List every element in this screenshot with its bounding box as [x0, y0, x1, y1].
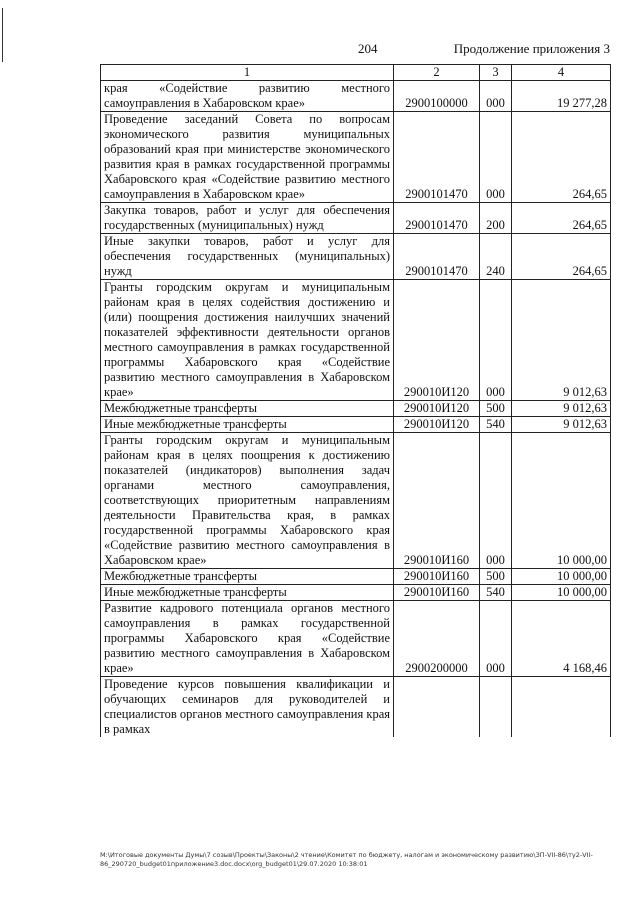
row-target-code: 290010И160 [394, 585, 480, 601]
row-description: Иные межбюджетные трансферты [101, 585, 394, 601]
row-target-code: 2900101470 [394, 234, 480, 280]
table-row [101, 81, 611, 112]
row-description: Проведение заседаний Совета по вопросам экономического развития муниципальных образований края при министерстве экономического развития края в рамках государственной программы Хабаровского края «Содействие развитию местного самоуправления в Хабаровском крае» [101, 112, 394, 203]
row-amount: 9 012,63 [512, 417, 611, 433]
row-amount: 10 000,00 [512, 433, 611, 569]
page-number: 204 [358, 41, 378, 56]
row-description: Иные межбюджетные трансферты [101, 417, 394, 433]
row-description: Закупка товаров, работ и услуг для обеспечения государственных (муниципальных) нужд [101, 203, 394, 234]
row-description: Межбюджетные трансферты [101, 569, 394, 585]
column-number: 4 [512, 65, 611, 81]
row-expense-type: 240 [480, 234, 512, 280]
row-description: Иные закупки товаров, работ и услуг для обеспечения государственных (муниципальных) нужд [101, 234, 394, 280]
table-row [101, 203, 611, 234]
row-target-code: 290010И120 [394, 417, 480, 433]
row-target-code: 2900101470 [394, 112, 480, 203]
row-description: Проведение курсов повышения квалификации и обучающих семинаров для руководителей и специалистов органов местного самоуправления края в рамках [101, 677, 394, 738]
row-expense-type: 000 [480, 280, 512, 401]
row-description: Гранты городским округам и муниципальным районам края в целях содействия достижению и (или) поощрения достижения наилучших значений показателей эффективности деятельности органов местного самоуправления в рамках государственной программы Хабаровского края «Содействие развитию местного самоуправления в Хабаровском крае» [101, 280, 394, 401]
row-amount: 4 168,46 [512, 601, 611, 677]
row-target-code: 290010И160 [394, 569, 480, 585]
row-description: края «Содействие развитию местного самоуправления в Хабаровском крае» [101, 81, 394, 112]
column-number-row [101, 65, 611, 81]
row-description: Гранты городским округам и муниципальным районам края в целях поощрения к достижению показателей (индикаторов) выполнения задач органами местного самоуправления, соответствующих приоритетным направлениям деятельности Правительства края, в рамках государственной программы Хабаровского края «Содействие развитию местного самоуправления в Хабаровском крае» [101, 433, 394, 569]
row-amount: 9 012,63 [512, 401, 611, 417]
budget-table [100, 64, 611, 737]
row-expense-type: 200 [480, 203, 512, 234]
row-target-code: 2900101470 [394, 203, 480, 234]
appendix-continuation-label: Продолжение приложения 3 [453, 41, 610, 56]
row-target-code: 290010И120 [394, 401, 480, 417]
row-target-code: 290010И160 [394, 433, 480, 569]
table-row [101, 417, 611, 433]
row-expense-type: 500 [480, 401, 512, 417]
row-amount: 10 000,00 [512, 585, 611, 601]
row-expense-type: 540 [480, 417, 512, 433]
row-expense-type: 000 [480, 601, 512, 677]
document-path-footer: M:\Итоговые документы Думы\7 созыв\Проекты\Законы\2 чтение\Комитет по бюджету, налогам и экономическому развитию\ЗП-VII-86\ту2-VII-86_290720_budget01приложение3.doc.docx\org_budget01\29.07.2020 10:38:01 [100, 851, 593, 868]
row-amount: 264,65 [512, 203, 611, 234]
table-row [101, 601, 611, 677]
row-target-code: 2900200000 [394, 601, 480, 677]
column-number: 1 [101, 65, 394, 81]
row-expense-type: 540 [480, 585, 512, 601]
table-row [101, 280, 611, 401]
row-expense-type: 000 [480, 433, 512, 569]
row-amount: 264,65 [512, 234, 611, 280]
row-target-code [394, 677, 480, 738]
table-row [101, 234, 611, 280]
page-header [100, 41, 610, 59]
row-amount: 19 277,28 [512, 81, 611, 112]
row-expense-type: 500 [480, 569, 512, 585]
row-amount [512, 677, 611, 738]
table-row [101, 677, 611, 738]
table-row [101, 112, 611, 203]
table-row [101, 433, 611, 569]
page-edge-mark [2, 8, 3, 62]
column-number: 2 [394, 65, 480, 81]
row-amount: 9 012,63 [512, 280, 611, 401]
table-row [101, 401, 611, 417]
row-expense-type: 000 [480, 112, 512, 203]
row-expense-type [480, 677, 512, 738]
column-number: 3 [480, 65, 512, 81]
table-row [101, 569, 611, 585]
row-amount: 10 000,00 [512, 569, 611, 585]
table-row [101, 585, 611, 601]
row-amount: 264,65 [512, 112, 611, 203]
row-target-code: 2900100000 [394, 81, 480, 112]
row-description: Межбюджетные трансферты [101, 401, 394, 417]
row-description: Развитие кадрового потенциала органов местного самоуправления в рамках государственной программы Хабаровского края «Содействие развитию местного самоуправления в Хабаровском крае» [101, 601, 394, 677]
row-target-code: 290010И120 [394, 280, 480, 401]
row-expense-type: 000 [480, 81, 512, 112]
